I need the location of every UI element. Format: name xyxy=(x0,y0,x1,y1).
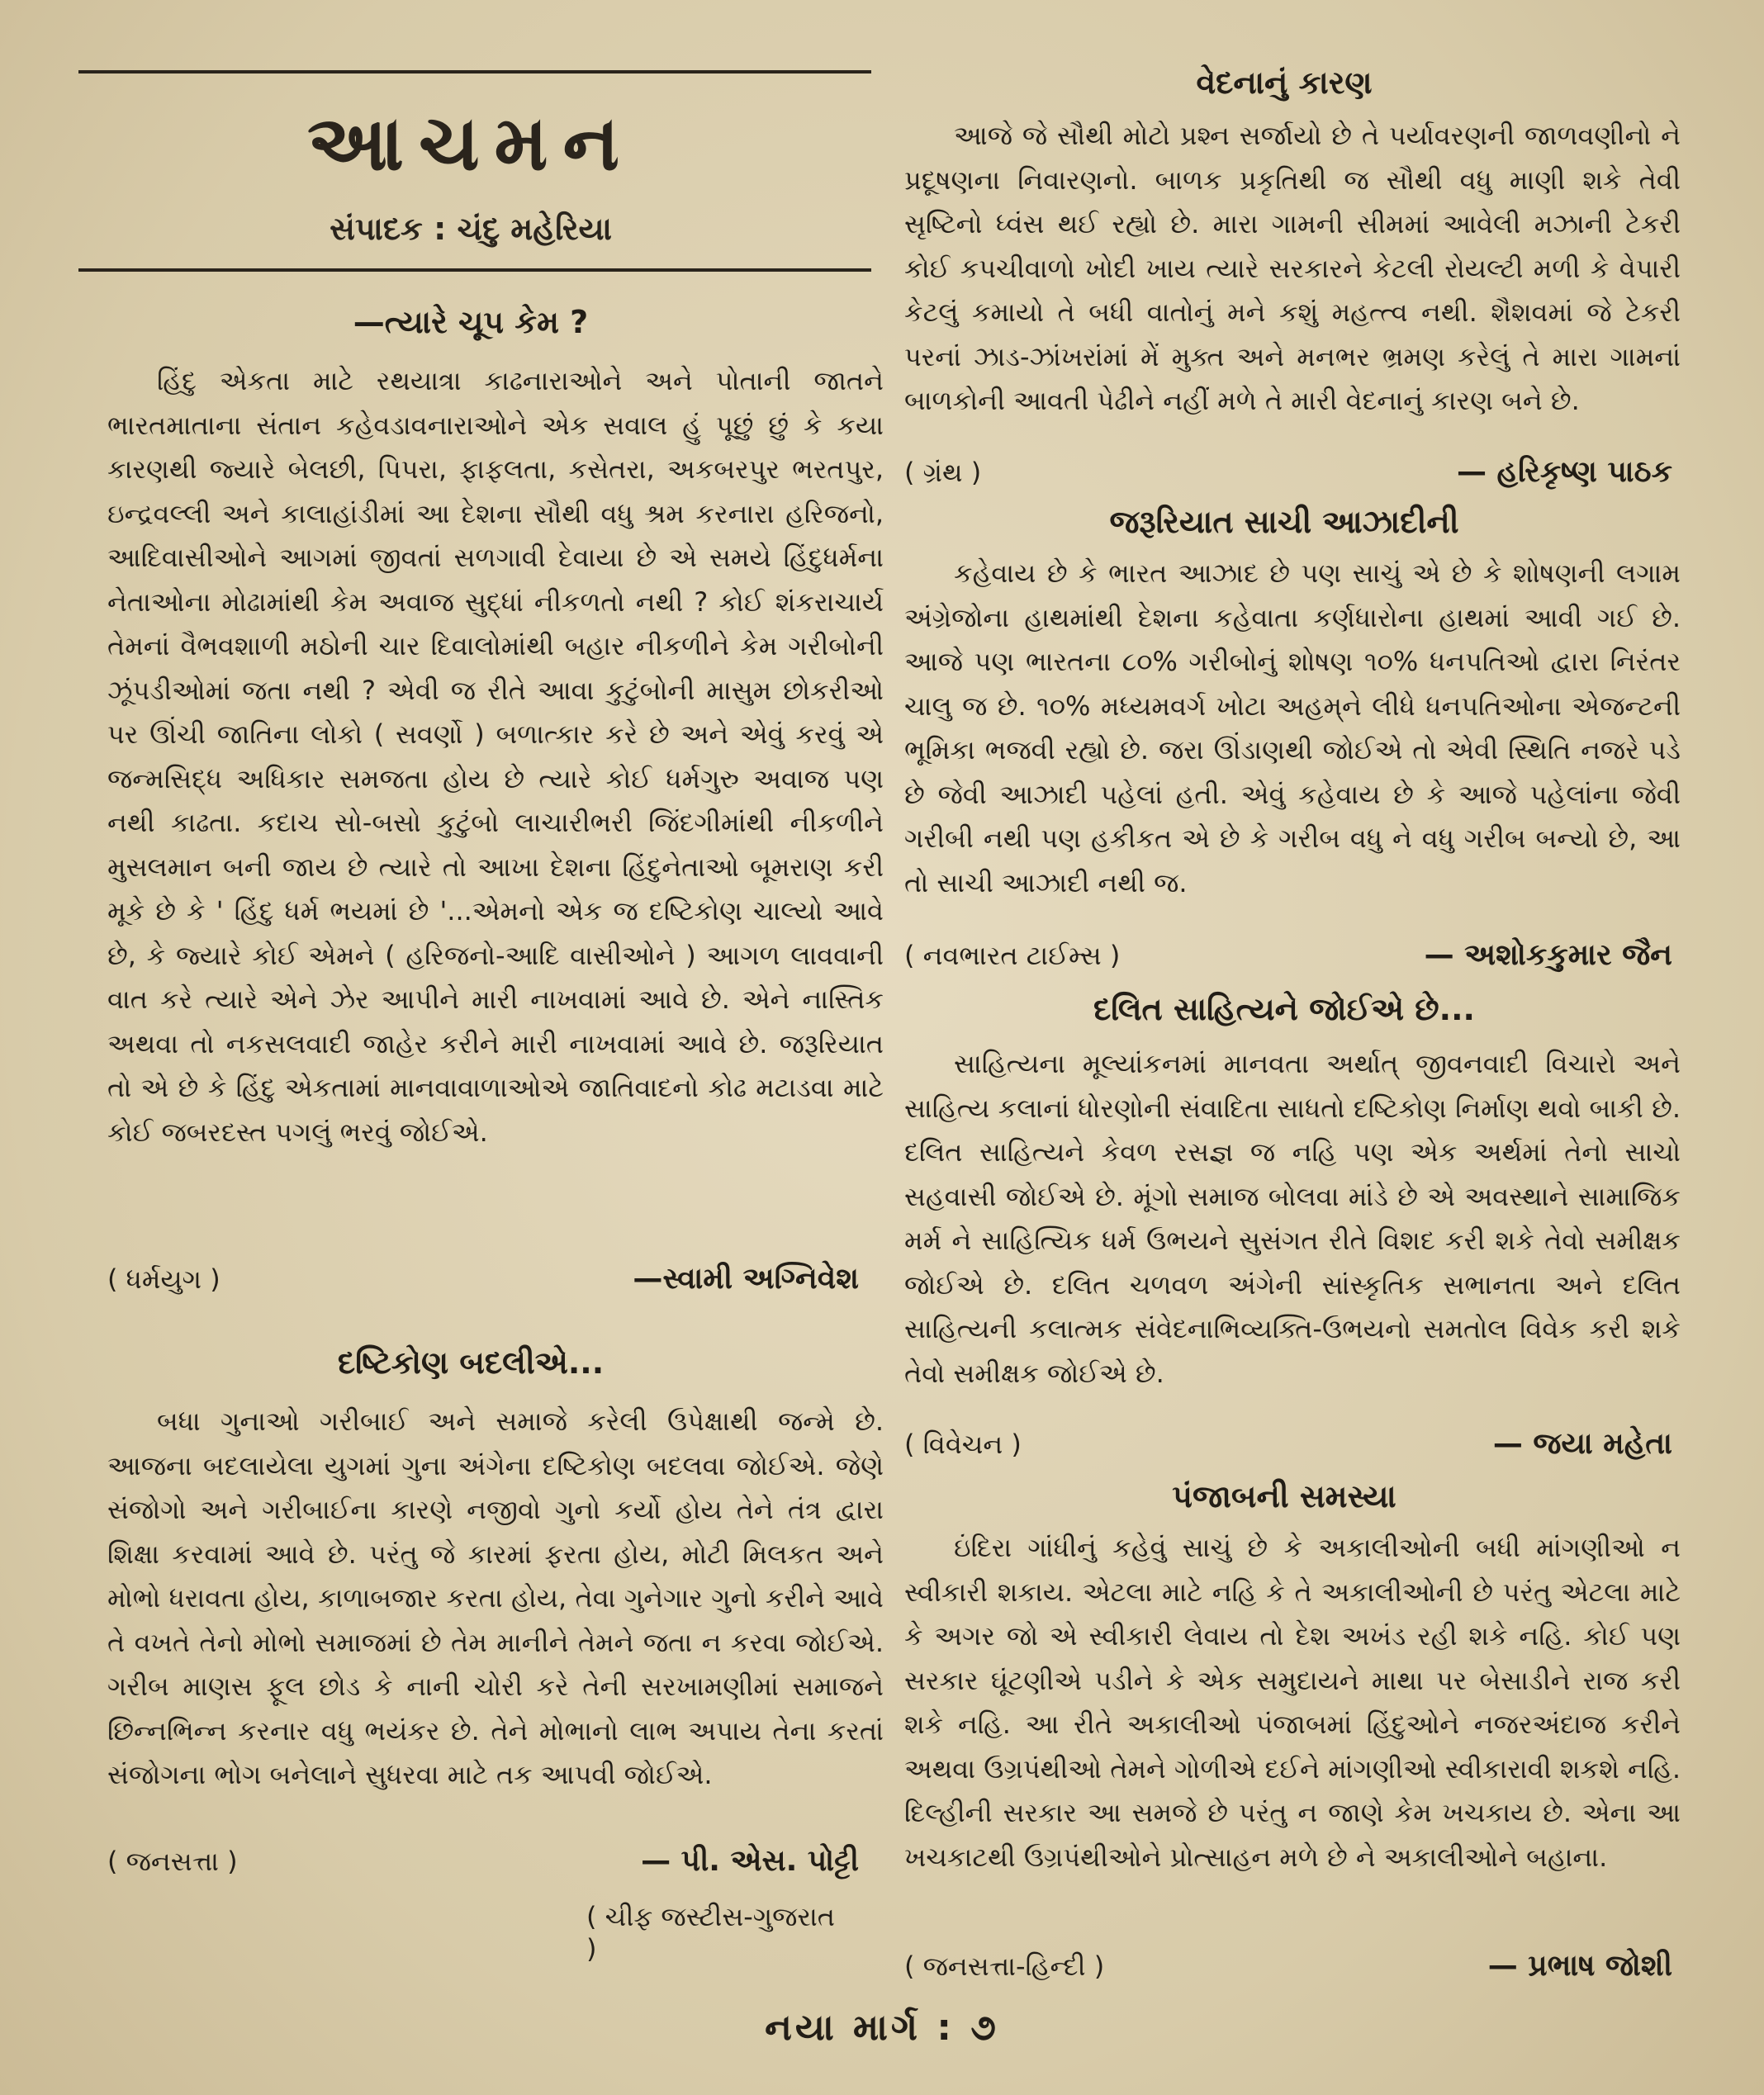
article-body: સાહિત્યના મૂલ્યાંકનમાં માનવતા અર્થાત્ જીવનવાદી વિચારો અને સાહિત્ય કલાનાં ધોરણોની સંવાદિતા સાધતો દષ્ટિકોણ નિર્માણ થવો બાકી છે. દલિત સાહિત્યને કેવળ રસજ્ઞ જ નહિ પણ એક અર્થમાં તેનો સાચો સહવાસી જોઈએ છે. મૂંગો સમાજ બોલવા માંડે છે એ અવસ્થાને સામાજિક મર્મ ને સાહિત્યિક ધર્મ ઉભયને સુસંગત રીતે વિશદ કરી શકે તેવો સમીક્ષક જોઈએ છે. દલિત ચળવળ અંગેની સાંસ્કૃતિક સભાનતા અને દલિત સાહિત્યની કલાત્મક સંવેદનાભિવ્યક્તિ-ઉભયનો સમતોલ વિવેક કરી શકે તેવો સમીક્ષક જોઈએ છે. xyxy=(904,1048,1681,1389)
article-title: દષ્ટિકોણ બદલીએ... xyxy=(337,1344,605,1381)
top-rule xyxy=(78,70,871,73)
article-author: — પ્રભાષ જોશી xyxy=(1487,1949,1672,1983)
article-author: — હરિકૃષ્ણ પાઠક xyxy=(1456,455,1672,489)
article-title: જરૂરિયાત સાચી આઝાદીની xyxy=(1109,504,1459,540)
article-title: દલિત સાહિત્યને જોઈએ છે... xyxy=(1093,991,1475,1027)
column-title: આચમન xyxy=(306,99,635,187)
article-author: — અશોકકુમાર જૈન xyxy=(1424,938,1672,972)
article-source: ( ધર્મયુગ ) xyxy=(107,1263,220,1295)
editor-credit: સંપાદક : ચંદુ મહેરિયા xyxy=(330,211,612,247)
article-title: વેદનાનું કારણ xyxy=(1196,64,1373,101)
article-title: પંજાબની સમસ્યા xyxy=(1172,1478,1396,1514)
article-author: — પી. એસ. પોટ્ટી xyxy=(641,1844,859,1878)
article-body: બધા ગુનાઓ ગરીબાઈ અને સમાજે કરેલી ઉપેક્ષાથી જન્મે છે. આજના બદલાયેલા યુગમાં ગુના અંગેના દષ્ટિકોણ બદલવા જોઈએ. જેણે સંજોગો અને ગરીબાઈના કારણે નજીવો ગુનો કર્યો હોય તેને તંત્ર દ્વારા શિક્ષા કરવામાં આવે છે. પરંતુ જે કારમાં ફરતા હોય, મોટી મિલકત અને મોભો ધરાવતા હોય, કાળાબજાર કરતા હોય, તેવા ગુનેગાર ગુનો કરીને આવે તે વખતે તેનો મોભો સમાજમાં છે તેમ માનીને તેમને જતા ન કરવા જોઈએ. ગરીબ માણસ ફૂલ છોડ કે નાની ચોરી કરે તેની સરખામણીમાં સમાજને છિન્નભિન્ન કરનાર વધુ ભયંકર છે. તેને મોભાનો લાભ અપાય તેના કરતાં સંજોગના ભોગ બનેલાને સુધરવા માટે તક આપવી જોઈએ. xyxy=(107,1405,884,1790)
article-source: ( ગ્રંથ ) xyxy=(904,457,982,488)
article-source: ( જનસત્તા-હિન્દી ) xyxy=(904,1950,1105,1982)
page-footer: નયા માર્ગ : ૭ xyxy=(765,2007,999,2049)
author-note: ( ચીફ જસ્ટીસ-ગુજરાત ) xyxy=(586,1901,836,1965)
article-source: ( નવભારત ટાઈમ્સ ) xyxy=(904,940,1121,971)
article-source: ( વિવેચન ) xyxy=(904,1429,1022,1460)
article-body: હિંદુ એકતા માટે રથયાત્રા કાઢનારાઓને અને પોતાની જાતને ભારતમાતાના સંતાન કહેવડાવનારાઓને એક સવાલ હું પૂછું છું કે કયા કારણથી જ્યારે બેલછી, પિપરા, ફાફલતા, કસેતરા, અકબરપુર ભરતપુર, ઇન્દ્રવલ્લી અને કાલાહાંડીમાં આ દેશના સૌથી વધુ શ્રમ કરનારા હરિજનો, આદિવાસીઓને આગમાં જીવતાં સળગાવી દેવાયા છે એ સમયે હિંદુધર્મના નેતાઓના મોઢામાંથી કેમ અવાજ સુદ્ધાં નીકળતો નથી ? કોઈ શંકરાચાર્ય તેમનાં વૈભવશાળી મઠોની ચાર દિવાલોમાંથી બહાર નીકળીને કેમ ગરીબોની ઝૂંપડીઓમાં જતા નથી ? એવી જ રીતે આવા કુટુંબોની માસુમ છોકરીઓ પર ઊંચી જાતિના લોકો ( સવર્ણો ) બળાત્કાર કરે છે અને એવું કરવું એ જન્મસિદ્ધ અધિકાર સમજતા હોય છે ત્યારે કોઈ ધર્મગુરુ અવાજ પણ નથી કાઢતા. કદાચ સો-બસો કુટુંબો લાચારીભરી જિંદગીમાંથી નીકળીને મુસલમાન બની જાય છે ત્યારે તો આખા દેશના હિંદુનેતાઓ બૂમરાણ કરી મૂકે છે કે ' હિંદુ ધર્મ ભયમાં છે '...એમનો એક જ દષ્ટિકોણ ચાલ્યો આવે છે, કે જ્યારે કોઈ એમને ( હરિજનો-આદિ વાસીઓને ) આગળ લાવવાની વાત કરે ત્યારે એને ઝેર આપીને મારી નાખવામાં આવે છે. એને નાસ્તિક અથવા તો નકસલવાદી જાહેર કરીને મારી નાખવામાં આવે છે. જરૂરિયાત તો એ છે કે હિંદુ એકતામાં માનવાવાળાઓએ જાતિવાદનો કોઢ મટાડવા માટે કોઈ જબરદસ્ત પગલું ભરવું જોઈએ. xyxy=(107,365,884,1148)
masthead-rule xyxy=(78,268,871,272)
article-author: — જયા મહેતા xyxy=(1492,1427,1672,1461)
article-author: —સ્વામી અગ્નિવેશ xyxy=(633,1262,859,1296)
article-body: કહેવાય છે કે ભારત આઝાદ છે પણ સાચું એ છે કે શોષણની લગામ અંગ્રેજોના હાથમાંથી દેશના કહેવાતા કર્ણધારોના હાથમાં આવી ગઈ છે. આજે પણ ભારતના ૮૦% ગરીબોનું શોષણ ૧૦% ધનપતિઓ દ્વારા નિરંતર ચાલુ જ છે. ૧૦% મધ્યમવર્ગ ખોટા અહમ્‌ને લીધે ધનપતિઓના એજન્ટની ભૂમિકા ભજવી રહ્યો છે. જરા ઊંડાણથી જોઈએ તો એવી સ્થિતિ નજરે પડે છે જેવી આઝાદી પહેલાં હતી. એવું કહેવાય છે કે આજે પહેલાંના જેવી ગરીબી નથી પણ હકીકત એ છે કે ગરીબ વધુ ને વધુ ગરીબ બન્યો છે, આ તો સાચી આઝાદી નથી જ. xyxy=(904,557,1681,898)
article-body: ઇંદિરા ગાંધીનું કહેવું સાચું છે કે અકાલીઓની બધી માંગણીઓ ન સ્વીકારી શકાય. એટલા માટે નહિ કે તે અકાલીઓની છે પરંતુ એટલા માટે કે અગર જો એ સ્વીકારી લેવાય તો દેશ અખંડ રહી શકે નહિ. કોઈ પણ સરકાર ઘૂંટણીએ પડીને કે એક સમુદાયને માથા પર બેસાડીને રાજ કરી શકે નહિ. આ રીતે અકાલીઓ પંજાબમાં હિંદુઓને નજરઅંદાજ કરીને અથવા ઉગ્રપંથીઓ તેમને ગોળીએ દઈને માંગણીઓ સ્વીકારાવી શકશે નહિ. દિલ્હીની સરકાર આ સમજે છે પરંતુ ન જાણે કેમ ખચકાય છે. એના આ ખચકાટથી ઉગ્રપંથીઓને પ્રોત્સાહન મળે છે ને અકાલીઓને બહાના. xyxy=(904,1532,1681,1873)
article-body: આજે જે સૌથી મોટો પ્રશ્ન સર્જાયો છે તે પર્યાવરણની જાળવણીનો ને પ્રદૂષણના નિવારણનો. બાળક પ્રકૃતિથી જ સૌથી વધુ માણી શકે તેવી સૃષ્ટિનો ધ્વંસ થઈ રહ્યો છે. મારા ગામની સીમમાં આવેલી મઝાની ટેકરી કોઈ કપચીવાળો ખોદી ખાય ત્યારે સરકારને કેટલી રોયલ્ટી મળી કે વેપારી કેટલું કમાયો તે બધી વાતોનું મને કશું મહત્ત્વ નથી. શૈશવમાં જે ટેકરી પરનાં ઝાડ-ઝાંખરાંમાં મેં મુક્ત અને મનભર ભ્રમણ કરેલું તે મારા ગામનાં બાળકોની આવતી પેઢીને નહીં મળે તે મારી વેદનાનું કારણ બને છે. xyxy=(904,120,1681,416)
article-source: ( જનસત્તા ) xyxy=(107,1846,238,1877)
article-title: —ત્યારે ચૂપ કેમ ? xyxy=(353,304,589,340)
